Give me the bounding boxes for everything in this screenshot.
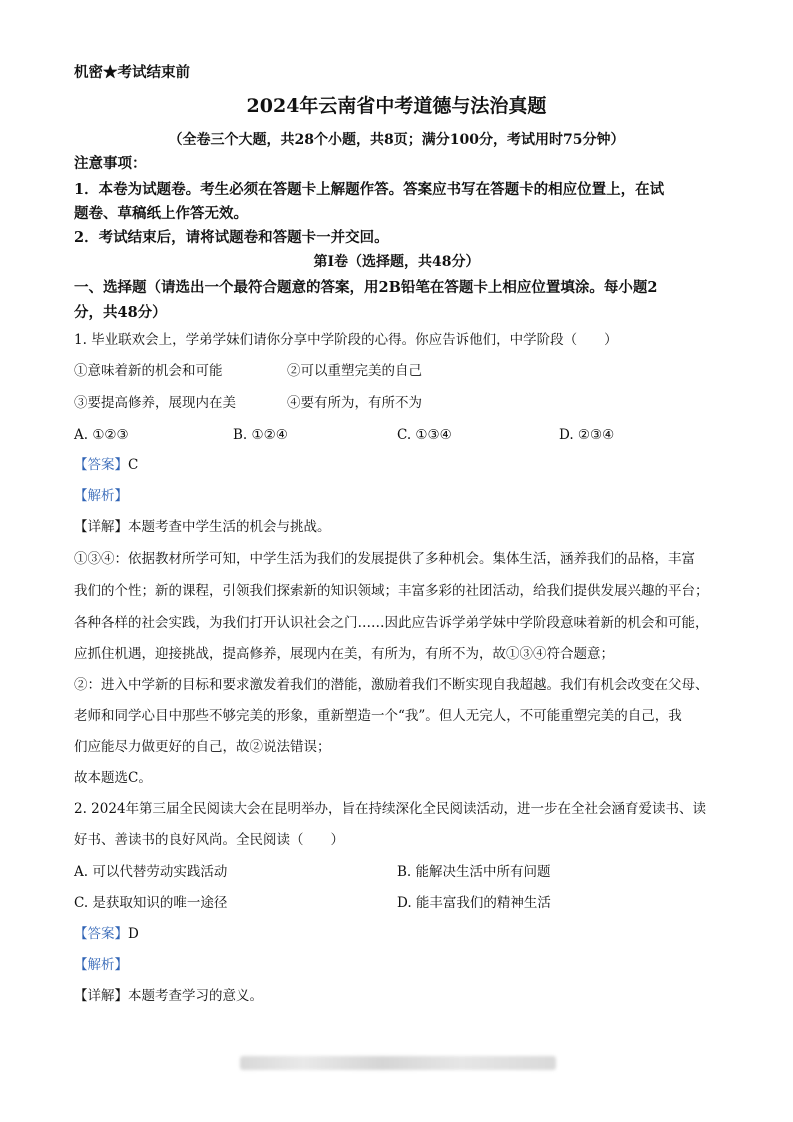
q1-explanation-p1-l2: 我们的个性；新的课程，引领我们探索新的知识领域；丰富多彩的社团活动，给我们提供发展兴趣的平台； [74,583,709,599]
q1-explanation-p1-l3: 各种各样的社会实践，为我们打开认识社会之门……因此应告诉学弟学妹中学阶段意味着新的机会和可能， [74,615,709,631]
answer-value: D [128,926,139,942]
q1-statement-2: ②可以重塑完美的自己 [287,363,422,379]
q2-option-d: D. 能丰富我们的精神生活 [397,895,551,911]
answer-tag: 【答案】 [74,926,128,942]
q1-explanation-p1-l1: ①③④：依据教材所学可知，中学生活为我们的发展提供了多种机会。集体生活，涵养我们的品格，丰富 [74,551,695,567]
q1-option-c: C. ①③④ [397,427,452,443]
q1-statement-3: ③要提高修养，展现内在美 [74,395,236,411]
detail-text: 本题考查学习的意义。 [128,988,263,1004]
q1-explanation-p2-l1: ②：进入中学新的目标和要求激发着我们的潜能，激励着我们不断实现自我超越。我们有机会改变在父母、 [74,677,709,693]
page-subtitle: （全卷三个大题，共28个小题，共8页；满分100分，考试用时75分钟） [168,132,625,148]
notes-item-1-line-2: 题卷、草稿纸上作答无效。 [74,205,248,222]
part-title: 第Ⅰ卷（选择题，共48分） [313,254,480,270]
q1-explanation-p2-l3: 们应能尽力做更好的自己，故②说法错误； [74,739,331,755]
blurred-footer [240,1056,556,1070]
q2-stem-line-1: 2. 2024年第三届全民阅读大会在昆明举办，旨在持续深化全民阅读活动，进一步在全社会涵育爱读书、读 [74,801,707,817]
q2-stem-line-2: 好书、善读书的良好风尚。全民阅读（ ） [74,832,344,848]
section-instruction-line-2: 分，共48分） [74,304,167,321]
q1-explanation-p1-l4: 应抓住机遇，迎接挑战，提高修养，展现内在美，有所为，有所不为，故①③④符合题意； [74,646,614,662]
page-title: 2024年云南省中考道德与法治真题 [246,95,547,117]
detail-tag: 【详解】 [74,519,128,535]
q1-option-b: B. ①②④ [233,427,288,443]
confidential-label: 机密★考试结束前 [74,64,190,81]
q2-option-b: B. 能解决生活中所有问题 [397,864,551,880]
answer-tag: 【答案】 [74,457,128,473]
q1-detail [74,518,331,536]
detail-tag: 【详解】 [74,988,128,1004]
notes-item-2: 2．考试结束后，请将试题卷和答题卡一并交回。 [74,229,389,246]
answer-value: C [128,457,139,473]
q2-answer [74,925,139,943]
q1-option-d: D. ②③④ [559,427,615,443]
q2-option-c: C. 是获取知识的唯一途径 [74,895,228,911]
analysis-tag: 【解析】 [74,957,128,973]
detail-text: 本题考查中学生活的机会与挑战。 [128,519,331,535]
q1-statement-4: ④要有所为，有所不为 [287,395,422,411]
notes-item-1-line-1: 1．本卷为试题卷。考生必须在答题卡上解题作答。答案应书写在答题卡的相应位置上，在试 [74,181,665,198]
q1-conclusion: 故本题选C。 [74,770,152,786]
q1-stem: 1. 毕业联欢会上，学弟学妹们请你分享中学阶段的心得。你应告诉他们，中学阶段（ ） [74,332,618,348]
q1-statement-1: ①意味着新的机会和可能 [74,363,223,379]
q1-option-a: A. ①②③ [74,427,129,443]
q1-analysis-tag [74,487,128,505]
analysis-tag: 【解析】 [74,488,128,504]
q1-explanation-p2-l2: 老师和同学心目中那些不够完美的形象，重新塑造一个“我”。但人无完人，不可能重塑完美的自己，我 [74,708,682,724]
q2-option-a: A. 可以代替劳动实践活动 [74,864,228,880]
q1-answer [74,456,138,474]
q2-detail [74,987,263,1005]
notes-heading: 注意事项： [74,155,147,172]
section-instruction-line-1: 一、选择题（请选出一个最符合题意的答案，用2B铅笔在答题卡上相应位置填涂。每小题2 [74,279,658,296]
q2-analysis-tag [74,956,128,974]
